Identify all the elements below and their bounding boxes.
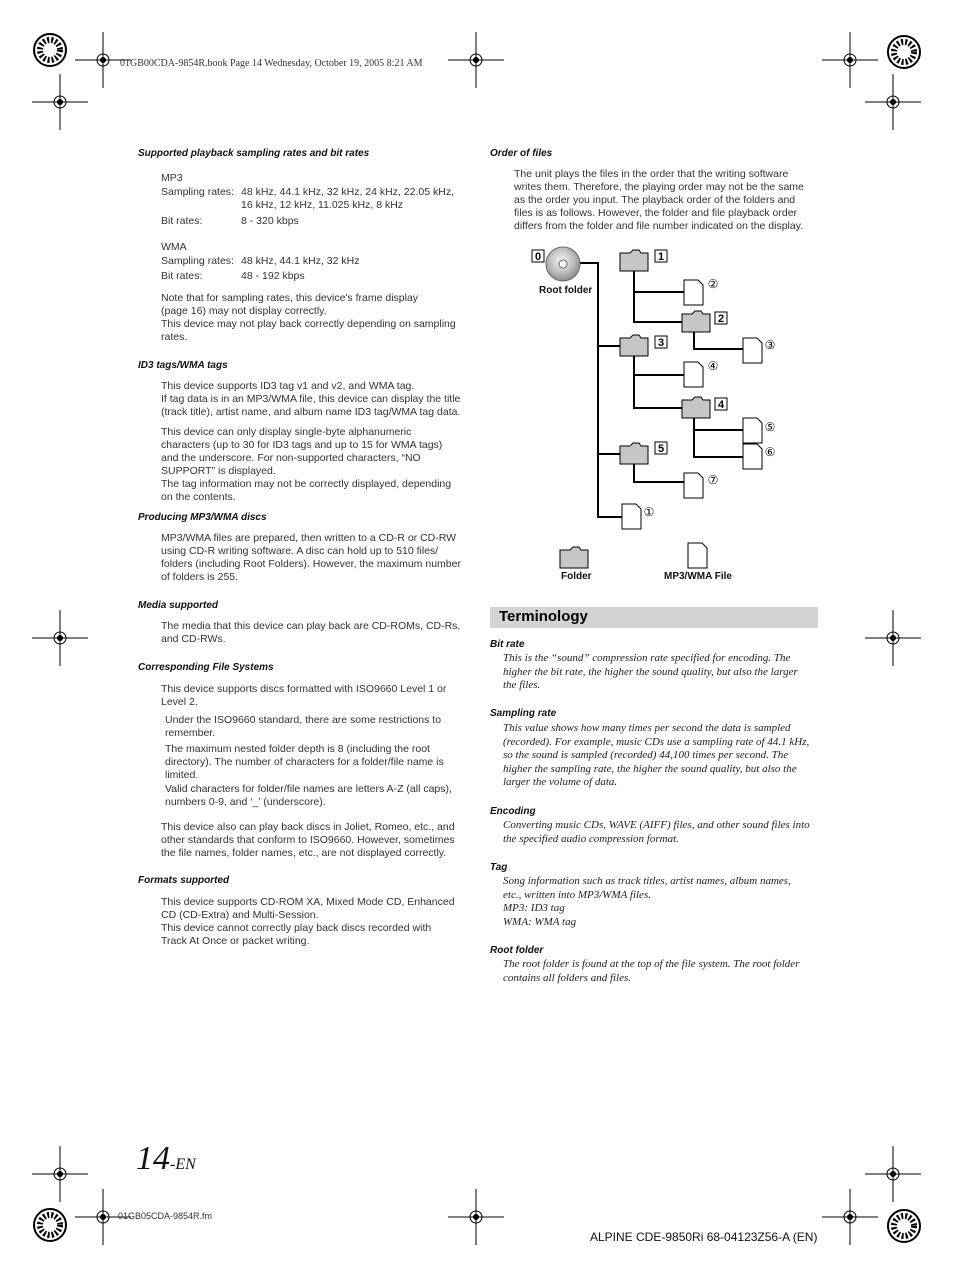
text-line: WMA: WMA tag xyxy=(503,915,577,928)
folder-icon xyxy=(682,397,710,418)
text-line: the specified audio compression format. xyxy=(503,832,679,845)
formats-heading: Formats supported xyxy=(138,875,230,886)
text-line: of folders is 255. xyxy=(161,571,239,583)
root-folder-label: Root folder xyxy=(539,285,593,296)
terminology-title: Terminology xyxy=(499,608,588,625)
text-line: Valid characters for folder/file names are letters A-Z (all caps), xyxy=(165,783,452,795)
text-line: Note that for sampling rates, this device's frame display xyxy=(161,292,419,304)
text-line: rates. xyxy=(161,331,188,343)
file-number: ④ xyxy=(707,359,719,373)
root-folder-text xyxy=(503,958,799,985)
producing-heading: Producing MP3/WMA discs xyxy=(138,512,267,523)
text-line: higher the sampling rate, the higher the sound quality, but also the xyxy=(503,762,797,775)
text-line: This device supports discs formatted with ISO9660 Level 1 or xyxy=(161,683,447,695)
root-folder-heading: Root folder xyxy=(490,945,544,956)
page-number xyxy=(136,1140,196,1178)
file-number: ⑦ xyxy=(707,473,719,487)
text-line: SUPPORT” is displayed. xyxy=(161,465,276,477)
encoding-text xyxy=(503,819,810,846)
text-line: This device supports ID3 tag v1 and v2, and WMA tag. xyxy=(161,380,415,392)
tag-text xyxy=(503,875,791,929)
text-line: larger the volume of data. xyxy=(503,776,618,789)
filesys-heading: Corresponding File Systems xyxy=(138,662,274,673)
tag-heading: Tag xyxy=(490,862,508,873)
folder-number: 5 xyxy=(657,443,665,455)
text-line: (track title), artist name, and album name ID3 tag/WMA tag data. xyxy=(161,406,461,418)
text-line: (recorded). For example, music CDs use a sampling rate of 44.1 kHz, xyxy=(503,735,810,748)
folder-number: 1 xyxy=(657,251,665,263)
sampling-heading: Supported playback sampling rates and bit rates xyxy=(138,148,370,159)
text-line: Converting music CDs, WAVE (AIFF) files, and other sound files into xyxy=(503,819,810,831)
file-number: ⑤ xyxy=(764,420,776,434)
text-line: If tag data is in an MP3/WMA file, this device can display the title xyxy=(161,393,461,405)
text-line: contains all folders and files. xyxy=(503,971,632,984)
spec-value: 48 kHz, 44.1 kHz, 32 kHz xyxy=(241,255,360,267)
sampling-rate-text xyxy=(503,722,809,790)
text-line: This device cannot correctly play back discs recorded with xyxy=(161,922,432,934)
legend-folder-label: Folder xyxy=(561,571,592,582)
file-icon xyxy=(743,418,762,443)
file-number: ③ xyxy=(764,338,776,352)
file-number: ① xyxy=(643,505,655,519)
bitrate-text xyxy=(503,652,798,693)
spec-value: 48 - 192 kbps xyxy=(241,270,305,282)
text-line: (page 16) may not display correctly. xyxy=(161,305,327,317)
folder-number: 4 xyxy=(717,399,725,411)
text-line: This device may not play back correctly depending on sampling xyxy=(161,318,456,330)
folder-icon xyxy=(620,335,648,356)
folder-number: 2 xyxy=(717,313,725,325)
text-line: Level 2. xyxy=(161,696,198,708)
text-line: and CD-RWs. xyxy=(161,633,226,645)
file-icon xyxy=(743,444,762,469)
file-icon xyxy=(684,473,703,498)
text-line: and the underscore. For non-supported characters, “NO xyxy=(161,452,421,464)
text-line: CD (CD-Extra) and Multi-Session. xyxy=(161,909,319,921)
text-line: folders (including Root Folders). However, the maximum number xyxy=(161,558,461,570)
spec-value: 8 - 320 kbps xyxy=(241,215,299,227)
text-line: on the contents. xyxy=(161,491,236,503)
wma-label: WMA xyxy=(161,241,187,253)
encoding-heading: Encoding xyxy=(490,806,536,817)
spec-key: Sampling rates: xyxy=(161,186,234,198)
text-line: using CD-R writing software. A disc can hold up to 510 files/ xyxy=(161,545,439,557)
mp3-label: MP3 xyxy=(161,172,183,184)
media-heading: Media supported xyxy=(138,600,219,611)
legend-file-label: MP3/WMA File xyxy=(664,571,732,582)
book-info: 01GB00CDA-9854R.book Page 14 Wednesday, October 19, 2005 8:21 AM xyxy=(120,58,423,69)
text-line: as the order you input. The playback order of the folders and xyxy=(514,194,796,206)
text-line: files is as follows. However, the folder and file playback order xyxy=(514,207,798,219)
bitrate-heading: Bit rate xyxy=(490,639,525,650)
text-line: Track At Once or packet writing. xyxy=(161,935,310,947)
spec-key: Bit rates: xyxy=(161,215,203,227)
text-line: etc., written into MP3/WMA files. xyxy=(503,888,651,901)
text-line: This is the “sound” compression rate specified for encoding. The xyxy=(503,652,791,664)
file-icon xyxy=(743,338,762,363)
text-line: This value shows how many times per second the data is sampled xyxy=(503,722,791,734)
text-line: The unit plays the files in the order that the writing software xyxy=(514,168,789,180)
text-line: limited. xyxy=(165,769,199,781)
text-line: remember. xyxy=(165,727,216,739)
text-line: so the sound is sampled (recorded) 44,100 times per second. The xyxy=(503,749,789,762)
text-line: writes them. Therefore, the playing order may not be the same xyxy=(514,181,804,193)
file-number: ② xyxy=(707,277,719,291)
text-line: This device also can play back discs in Joliet, Romeo, etc., and xyxy=(161,821,455,833)
folder-icon xyxy=(620,443,648,464)
text-line: other standards that conform to ISO9660. However, sometimes xyxy=(161,834,455,846)
text-line: MP3: ID3 tag xyxy=(503,902,565,915)
text-line: The root folder is found at the top of the file system. The root folder xyxy=(503,958,800,970)
file-number: ⑥ xyxy=(764,445,776,459)
model-info: ALPINE CDE-9850Ri 68-04123Z56-A (EN) xyxy=(590,1230,818,1244)
folder-number: 0 xyxy=(534,251,542,263)
text-line: directory). The number of characters for a folder/file name is xyxy=(165,756,444,768)
sampling-rate-heading: Sampling rate xyxy=(490,708,557,719)
file-name: 01GB05CDA-9854R.fm xyxy=(118,1211,213,1221)
file-icon xyxy=(688,543,707,568)
text-line: The tag information may not be correctly displayed, depending xyxy=(161,478,452,490)
text-line: Song information such as track titles, artist names, album names, xyxy=(503,875,791,887)
text-line: This device can only display single-byte alphanumeric xyxy=(161,426,412,438)
folder-icon xyxy=(620,250,648,271)
file-icon xyxy=(622,504,641,529)
text-line: This device supports CD-ROM XA, Mixed Mode CD, Enhanced xyxy=(161,896,455,908)
page-number-value: 14 xyxy=(136,1140,170,1177)
text-line: differs from the folder and file number indicated on the display. xyxy=(514,220,804,232)
spec-value: 16 kHz, 12 kHz, 11.025 kHz, 8 kHz xyxy=(241,199,404,211)
order-heading: Order of files xyxy=(490,148,553,159)
spec-value: 48 kHz, 44.1 kHz, 32 kHz, 24 kHz, 22.05 kHz, xyxy=(241,186,455,198)
text-line: higher the bit rate, the higher the sound quality, but also the larger xyxy=(503,665,798,678)
text-line: MP3/WMA files are prepared, then written to a CD-R or CD-RW xyxy=(161,532,457,544)
text-line: the file names, folder names, etc., are not displayed correctly. xyxy=(161,847,447,859)
text-line: the files. xyxy=(503,679,541,692)
text-line: Under the ISO9660 standard, there are some restrictions to xyxy=(165,714,442,726)
text-line: numbers 0-9, and ‘_’ (underscore). xyxy=(165,796,326,808)
text-line: The media that this device can play back are CD-ROMs, CD-Rs, xyxy=(161,620,461,632)
page-number-suffix: -EN xyxy=(170,1156,196,1173)
folder-number: 3 xyxy=(657,337,665,349)
file-icon xyxy=(684,280,703,305)
folder-icon xyxy=(682,311,710,332)
id3-heading: ID3 tags/WMA tags xyxy=(138,360,228,371)
file-icon xyxy=(684,362,703,387)
spec-key: Sampling rates: xyxy=(161,255,234,267)
text-line: characters (up to 30 for ID3 tags and up to 15 for WMA tags) xyxy=(161,439,443,451)
spec-key: Bit rates: xyxy=(161,270,203,282)
text-line: The maximum nested folder depth is 8 (including the root xyxy=(165,743,430,755)
cd-disc-icon xyxy=(546,247,580,281)
folder-icon xyxy=(560,547,588,568)
